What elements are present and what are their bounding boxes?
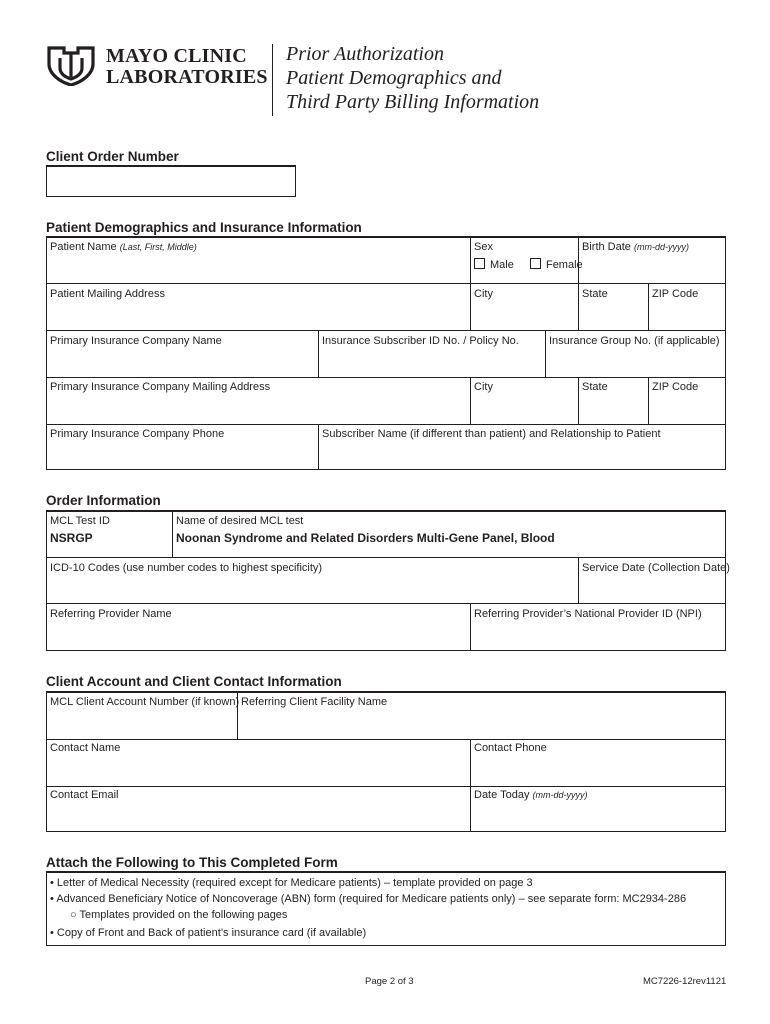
client-order-number-field[interactable] <box>46 166 296 197</box>
col-line <box>470 237 471 283</box>
client-order-heading: Client Order Number <box>46 149 179 164</box>
male-checkbox[interactable] <box>474 258 485 269</box>
patient-name-field[interactable] <box>50 241 197 254</box>
subscriber-name-field[interactable]: Subscriber Name (if different than patient) and Relationship to Patient <box>322 428 661 440</box>
insurance-city-field[interactable]: City <box>474 381 493 393</box>
logo-line-2: LABORATORIES <box>106 66 268 88</box>
test-id-value[interactable]: NSRGP <box>50 531 93 545</box>
row-line <box>46 377 726 378</box>
col-line <box>648 377 649 424</box>
contact-name-field[interactable]: Contact Name <box>50 742 121 754</box>
insurance-phone-field[interactable]: Primary Insurance Company Phone <box>50 428 225 440</box>
mayo-shield-logo-icon <box>46 44 96 86</box>
row-line <box>46 739 726 740</box>
form-title <box>286 42 539 114</box>
attach-item-2: Advanced Beneficiary Notice of Noncoverage (ABN) form (required for Medicare patients only) – see separate form: MC2934-286 <box>56 893 687 905</box>
client-heading: Client Account and Client Contact Information <box>46 674 342 689</box>
col-line <box>578 283 579 330</box>
attach-item-2-sub: Templates provided on the following pages <box>79 909 288 921</box>
col-line <box>470 739 471 832</box>
row-line <box>46 283 726 284</box>
list-item: ○ Templates provided on the following pages <box>70 909 288 921</box>
test-name-value[interactable]: Noonan Syndrome and Related Disorders Multi-Gene Panel, Blood <box>176 531 555 545</box>
patient-name-hint: (Last, First, Middle) <box>119 242 197 252</box>
sex-label: Sex <box>474 241 493 253</box>
logo-line-1: MAYO CLINIC <box>106 45 247 67</box>
zip-field[interactable]: ZIP Code <box>652 288 699 300</box>
col-line <box>470 603 471 651</box>
page-number: Page 2 of 3 <box>365 976 414 987</box>
form-code: MC7226-12rev1121 <box>643 976 727 987</box>
title-line-1: Prior Authorization <box>286 43 444 65</box>
female-checkbox[interactable] <box>530 258 541 269</box>
mailing-address-field[interactable]: Patient Mailing Address <box>50 288 165 300</box>
city-field[interactable]: City <box>474 288 493 300</box>
col-line <box>545 330 546 377</box>
patient-name-label: Patient Name <box>50 241 117 253</box>
birth-date-field[interactable] <box>582 241 689 254</box>
facility-name-field[interactable]: Referring Client Facility Name <box>241 696 388 708</box>
state-field[interactable]: State <box>582 288 608 300</box>
row-line <box>46 557 726 558</box>
male-label: Male <box>490 259 514 271</box>
birth-date-hint: (mm-dd-yyyy) <box>633 242 689 252</box>
col-line <box>318 330 319 377</box>
title-line-3: Third Party Billing Information <box>286 91 540 113</box>
col-line <box>318 424 319 470</box>
attach-item-1: Letter of Medical Necessity (required except for Medicare patients) – template provided on page 3 <box>56 877 533 889</box>
row-line <box>46 603 726 604</box>
test-id-label: MCL Test ID <box>50 515 110 527</box>
list-item: • Advanced Beneficiary Notice of Noncoverage (ABN) form (required for Medicare patients only) – see separate form: MC2934-286 <box>50 893 687 905</box>
client-table <box>46 692 726 832</box>
sex-options <box>474 258 583 272</box>
insurance-address-field[interactable]: Primary Insurance Company Mailing Address <box>50 381 271 393</box>
provider-name-field[interactable]: Referring Provider Name <box>50 608 172 620</box>
row-line <box>46 424 726 425</box>
date-today-field[interactable] <box>474 789 588 802</box>
birth-date-label: Birth Date <box>582 241 631 253</box>
insurance-company-field[interactable]: Primary Insurance Company Name <box>50 335 222 347</box>
list-item: • Letter of Medical Necessity (required except for Medicare patients) – template provided on page 3 <box>50 877 533 889</box>
contact-phone-field[interactable]: Contact Phone <box>474 742 547 754</box>
date-today-label: Date Today <box>474 789 530 801</box>
row-line <box>46 330 726 331</box>
logo-text <box>106 46 268 88</box>
col-line <box>578 377 579 424</box>
test-name-label: Name of desired MCL test <box>176 515 304 527</box>
title-line-2: Patient Demographics and <box>286 67 502 89</box>
header-divider <box>272 44 273 116</box>
attach-item-3: Copy of Front and Back of patient’s insurance card (if available) <box>56 927 367 939</box>
service-date-field[interactable]: Service Date (Collection Date) <box>582 562 730 574</box>
insurance-state-field[interactable]: State <box>582 381 608 393</box>
contact-email-field[interactable]: Contact Email <box>50 789 119 801</box>
group-number-field[interactable]: Insurance Group No. (if applicable) <box>549 335 720 347</box>
row-line <box>46 786 726 787</box>
col-line <box>578 557 579 603</box>
order-heading: Order Information <box>46 493 161 508</box>
subscriber-id-field[interactable]: Insurance Subscriber ID No. / Policy No. <box>322 335 519 347</box>
col-line <box>648 283 649 330</box>
provider-npi-field[interactable]: Referring Provider’s National Provider ID (NPI) <box>474 608 702 620</box>
female-label: Female <box>545 259 583 271</box>
col-line <box>470 283 471 330</box>
account-number-field[interactable]: MCL Client Account Number (if known) <box>50 696 240 708</box>
col-line <box>172 511 173 557</box>
insurance-zip-field[interactable]: ZIP Code <box>652 381 699 393</box>
date-today-hint: (mm-dd-yyyy) <box>532 790 588 800</box>
icd-codes-field[interactable]: ICD-10 Codes (use number codes to highest specificity) <box>50 562 323 574</box>
col-line <box>470 377 471 424</box>
attach-heading: Attach the Following to This Completed Form <box>46 855 338 870</box>
demographics-heading: Patient Demographics and Insurance Information <box>46 220 362 235</box>
list-item: • Copy of Front and Back of patient’s insurance card (if available) <box>50 927 367 939</box>
